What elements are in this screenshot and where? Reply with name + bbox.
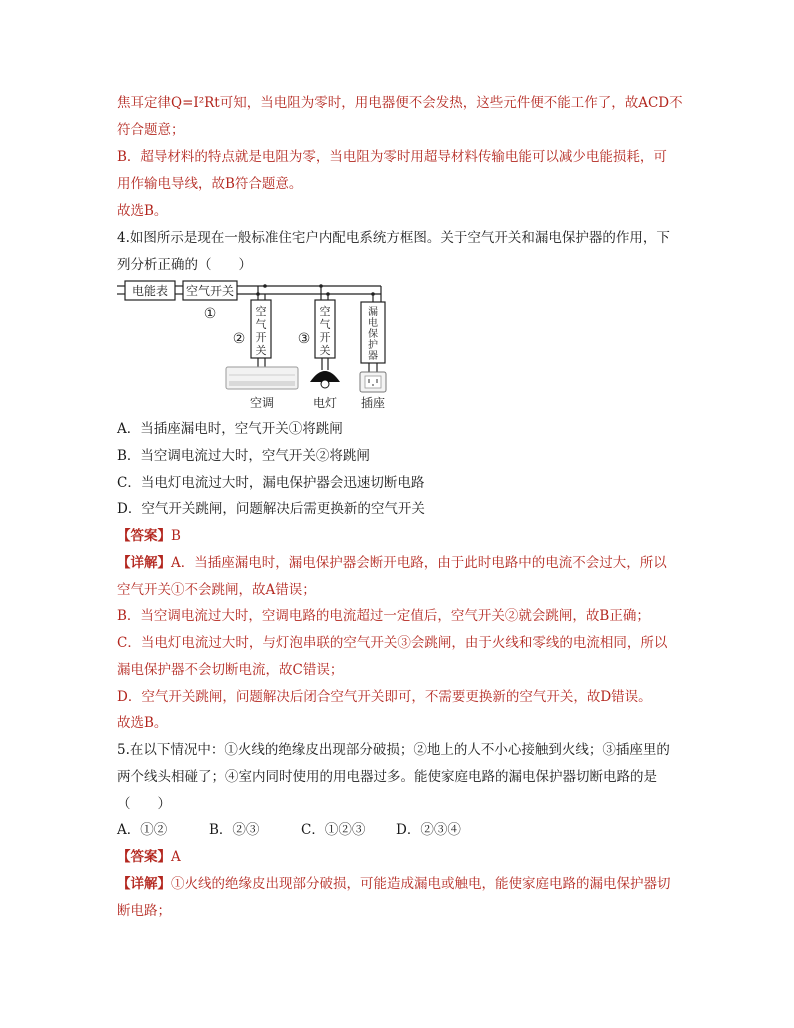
socket-icon: [360, 372, 386, 392]
text-line: 故选B。: [117, 715, 168, 731]
explanation-tag: 【详解】: [117, 876, 171, 892]
question-5-stem: （ ）: [117, 796, 171, 812]
answer-4: [117, 527, 181, 545]
text-line: 用作输电导线，故B符合题意。: [117, 176, 303, 192]
question-5-options: [117, 821, 461, 839]
main-switch-label: 空气开关: [185, 284, 235, 298]
option-b: B．②③: [209, 822, 260, 838]
option-d: D．空气开关跳闸，问题解决后需更换新的空气开关: [117, 501, 425, 517]
svg-text:漏: 漏: [368, 307, 378, 318]
lamp-icon: [310, 371, 340, 388]
text-line: B．当空调电流过大时，空调电路的电流超过一定值后，空气开关②就会跳闸，故B正确；: [117, 608, 650, 624]
svg-text:关: 关: [255, 344, 267, 357]
circle-2-label: ②: [232, 331, 246, 347]
text-line: 断电路；: [117, 903, 171, 919]
air-conditioner-icon: [226, 367, 298, 389]
option-c: C．当电灯电流过大时，漏电保护器会迅速切断电路: [117, 475, 425, 491]
text-line: 故选B。: [117, 203, 168, 219]
svg-text:开: 开: [319, 331, 331, 344]
option-d: D．②③④: [396, 822, 461, 838]
svg-text:护: 护: [368, 340, 378, 351]
svg-text:关: 关: [319, 344, 331, 357]
svg-text:器: 器: [368, 351, 378, 362]
lamp-label: 电灯: [312, 396, 338, 410]
explanation-5: 【详解】①火线的绝缘皮出现部分破损，可能造成漏电或触电，能使家庭电路的漏电保护器切: [117, 876, 671, 892]
answer-value: B: [171, 528, 181, 544]
svg-text:保: 保: [368, 329, 378, 340]
svg-text:空: 空: [319, 305, 331, 318]
text-line: 漏电保护器不会切断电流，故C错误；: [117, 662, 344, 678]
option-a: A．①②: [117, 822, 168, 838]
question-4-stem: 列分析正确的（ ）: [117, 257, 252, 273]
question-5-stem: 两个线头相碰了；④室内同时使用的用电器过多。能使家庭电路的漏电保护器切断电路的是: [117, 769, 657, 785]
svg-text:开: 开: [255, 331, 267, 344]
ac-label: 空调: [249, 396, 275, 410]
text-line: 空气开关①不会跳闸，故A错误；: [117, 582, 316, 598]
text-line: 焦耳定律Q=I²Rt可知，当电阻为零时，用电器便不会发热，这些元件便不能工作了，故ACD不: [117, 95, 683, 111]
distribution-box-diagram: [117, 278, 407, 413]
question-5-stem: 5.在以下情况中：①火线的绝缘皮出现部分破损；②地上的人不小心接触到火线；③插座里的: [117, 742, 670, 758]
option-b: B．当空调电流过大时，空气开关②将跳闸: [117, 448, 370, 464]
svg-text:气: 气: [255, 318, 267, 331]
explanation-4: 【详解】A．当插座漏电时，漏电保护器会断开电路，由于此时电路中的电流不会过大，所以: [117, 555, 667, 571]
text-line: B．超导材料的特点就是电阻为零，当电阻为零时用超导材料传输电能可以减少电能损耗，可: [117, 149, 667, 165]
question-4-stem: 4.如图所示是现在一般标准住宅户内配电系统方框图。关于空气开关和漏电保护器的作用，下: [117, 230, 670, 246]
svg-text:电: 电: [368, 318, 378, 329]
meter-label: 电能表: [131, 284, 169, 298]
answer-tag: 【答案】: [117, 849, 171, 865]
option-a: A．当插座漏电时，空气开关①将跳闸: [117, 421, 343, 437]
explanation-tag: 【详解】: [117, 555, 171, 571]
option-c: C．①②③: [301, 822, 366, 838]
socket-label: 插座: [360, 396, 386, 410]
text-line: 符合题意；: [117, 122, 185, 138]
svg-text:气: 气: [319, 318, 331, 331]
text-line: C．当电灯电流过大时，与灯泡串联的空气开关③会跳闸，由于火线和零线的电流相同，所以: [117, 635, 668, 651]
text-line: D．空气开关跳闸，问题解决后闭合空气开关即可，不需要更换新的空气开关，故D错误。: [117, 689, 652, 705]
svg-text:空: 空: [255, 305, 267, 318]
answer-5: [117, 848, 181, 866]
circle-3-label: ③: [297, 331, 311, 347]
answer-tag: 【答案】: [117, 528, 171, 544]
circle-1-label: ①: [203, 306, 217, 322]
answer-value: A: [171, 849, 181, 865]
